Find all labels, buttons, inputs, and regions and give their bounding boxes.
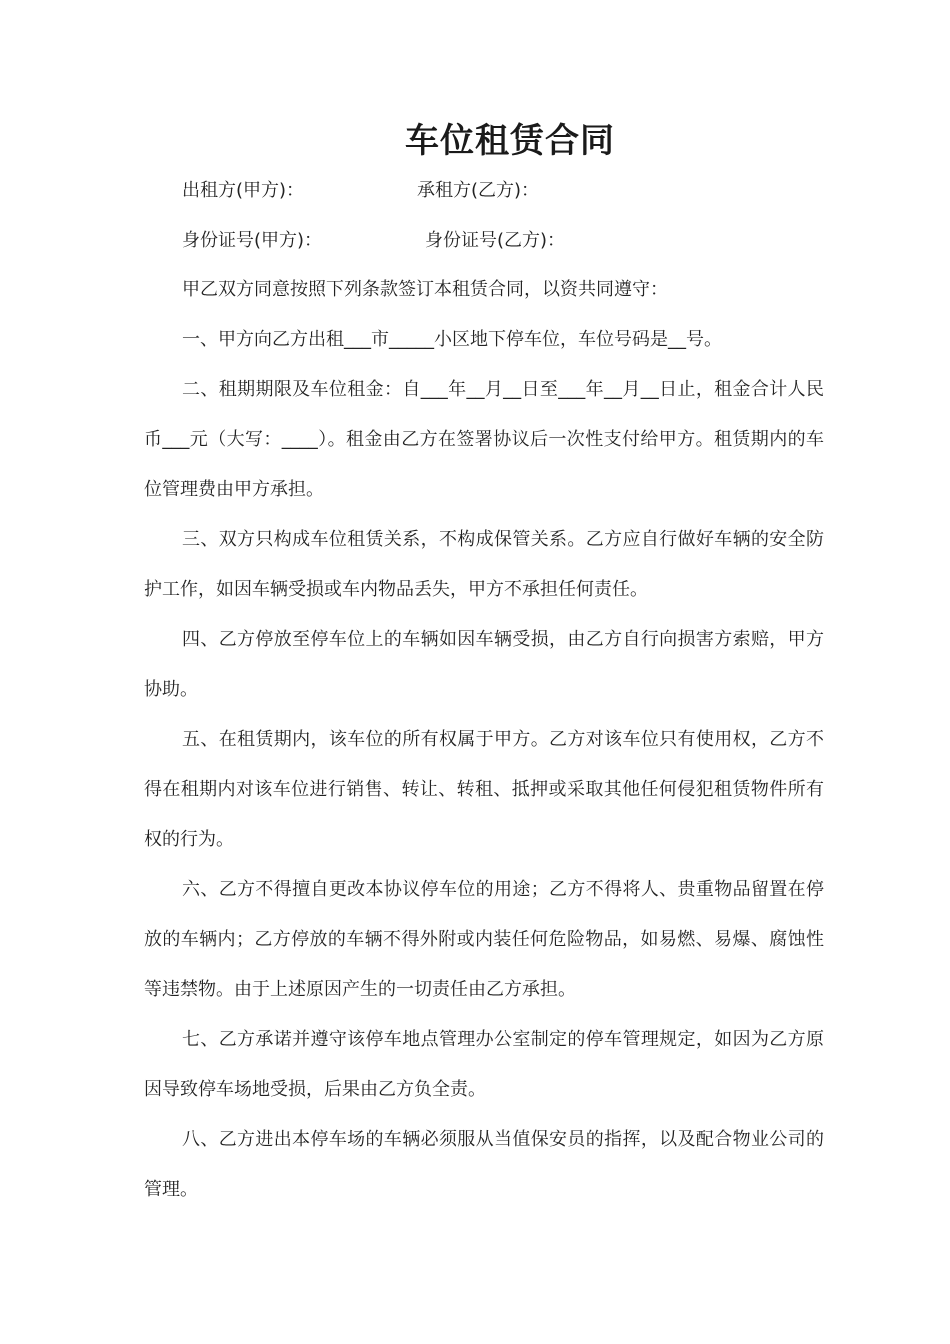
lessee-field: 承租方(乙方)： <box>417 180 540 201</box>
clause-3: 三、双方只构成车位租赁关系，不构成保管关系。乙方应自行做好车辆的安全防护工作，如因车辆受损或车内物品丢失，甲方不承担任何责任。 <box>144 529 824 600</box>
clause-7: 七、乙方承诺并遵守该停车地点管理办公室制定的停车管理规定，如因为乙方原因导致停车场地受损，后果由乙方负全责。 <box>144 1029 824 1100</box>
document-title: 车位租赁合同 <box>405 121 615 161</box>
clause-8: 八、乙方进出本停车场的车辆必须服从当值保安员的指挥，以及配合物业公司的管理。 <box>144 1129 824 1200</box>
clause-5: 五、在租赁期内，该车位的所有权属于甲方。乙方对该车位只有使用权，乙方不得在租期内对该车位进行销售、转让、转租、抵押或采取其他任何侵犯租赁物件所有权的行为。 <box>144 729 824 850</box>
contract-body <box>144 265 824 1215</box>
clause-6: 六、乙方不得擅自更改本协议停车位的用途；乙方不得将人、贵重物品留置在停放的车辆内；乙方停放的车辆不得外附或内装任何危险物品，如易燃、易爆、腐蚀性等违禁物。由于上述原因产生的一切责任由乙方承担。 <box>144 879 824 1000</box>
clause-1: 一、甲方向乙方出租___市_____小区地下停车位，车位号码是__号。 <box>182 329 722 350</box>
lessor-id-field: 身份证号(甲方)： <box>182 230 323 251</box>
clause-4: 四、乙方停放至停车位上的车辆如因车辆受损，由乙方自行向损害方索赔，甲方协助。 <box>144 629 824 700</box>
clause-2: 二、租期期限及车位租金：自___年__月__日至___年__月__日止，租金合计人民币___元（大写：____）。租金由乙方在签署协议后一次性支付给甲方。租赁期内的车位管理费由甲方承担。 <box>144 379 824 500</box>
intro-paragraph: 甲乙双方同意按照下列条款签订本租赁合同，以资共同遵守： <box>182 279 668 300</box>
lessor-field: 出租方(甲方)： <box>182 180 305 201</box>
lessee-id-field: 身份证号(乙方)： <box>425 230 566 251</box>
